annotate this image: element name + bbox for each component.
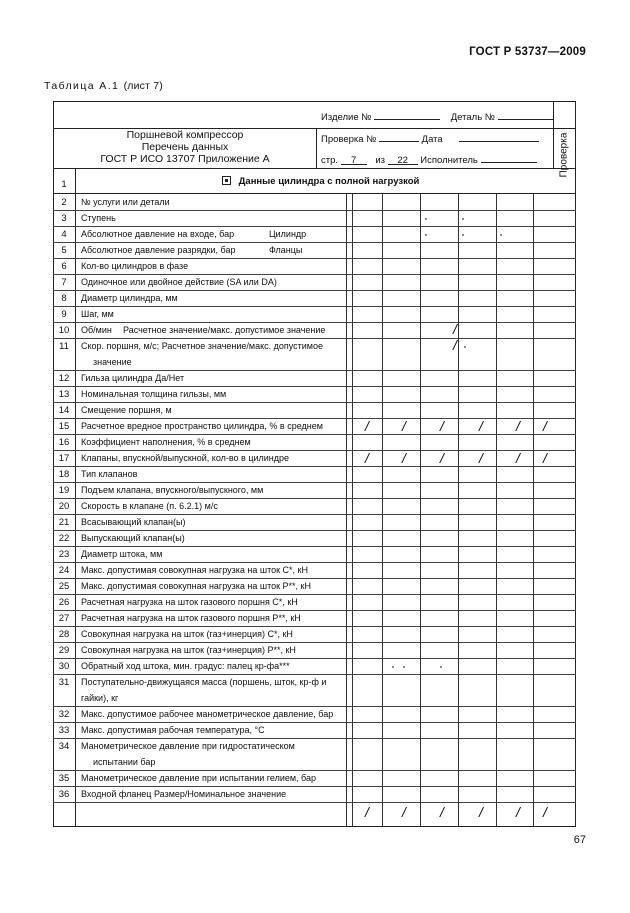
- slash-mark: /: [543, 418, 547, 434]
- row-number: 25: [58, 581, 70, 592]
- row-label: [81, 677, 326, 687]
- row-label-text: Смещение поршня, м: [81, 405, 172, 415]
- row-label: [81, 645, 296, 655]
- row-label-text: Всасывающий клапан(ы): [81, 517, 186, 527]
- row-label: [81, 773, 316, 783]
- row-number: 27: [58, 613, 70, 624]
- row-label-text: Совокупная нагрузка на шток (газ+инерция) P**, кН: [81, 645, 296, 655]
- row-divider: [53, 626, 576, 627]
- table-caption-sheet: (лист 7): [123, 80, 163, 92]
- row-label: [81, 325, 326, 335]
- row-divider: [53, 322, 576, 323]
- item-label: Изделие №: [321, 112, 372, 123]
- row-label-text: Клапаны, впускной/выпускной, кол-во в цилиндре: [81, 453, 290, 463]
- row-label: [81, 405, 172, 415]
- row-number: 11: [59, 341, 69, 352]
- scan-dot: [500, 234, 502, 236]
- header-separator: [316, 128, 317, 168]
- row-label-text: Коэффициент наполнения, % в среднем: [81, 437, 251, 447]
- row-number: 6: [61, 261, 67, 272]
- row-label: [81, 533, 185, 543]
- slash-mark: /: [365, 804, 369, 820]
- row-label: [81, 197, 170, 207]
- row-label-continuation: испытании бар: [93, 757, 156, 767]
- row-label-text: Ступень: [81, 213, 116, 223]
- row-label-text: Скорость в клапане (п. 6.2.1) м/с: [81, 501, 218, 511]
- row-number: 12: [58, 373, 70, 384]
- section-checkbox-icon: [222, 176, 231, 185]
- slash-mark: /: [479, 418, 483, 434]
- table-caption: [44, 80, 163, 92]
- scan-dot: [392, 666, 394, 668]
- row-label: [81, 389, 226, 399]
- row-divider: [53, 306, 576, 307]
- row-number: 20: [58, 501, 70, 512]
- row-label-text: Кол-во цилиндров в фазе: [81, 261, 189, 271]
- date-field[interactable]: [459, 132, 539, 142]
- row-label-text: Расчетное вредное пространство цилиндра, % в среднем: [81, 421, 323, 431]
- header-bottom-line: [53, 168, 576, 169]
- row-label-text: Входной фланец Размер/Номинальное значение: [81, 789, 287, 799]
- row-label-text: Поступательно-движущаяся масса (поршень, шток, кр-ф и: [81, 677, 327, 687]
- row-number: 22: [58, 533, 70, 544]
- slash-mark: /: [440, 804, 444, 820]
- row-label-text: Манометрическое давление при испытании гелием, бар: [81, 773, 317, 783]
- row-divider: [53, 722, 576, 723]
- row-label: [81, 661, 290, 671]
- row-number: 9: [61, 309, 67, 320]
- row-divider: [53, 786, 576, 787]
- row-label-text: Макс. допустимое рабочее манометрическое давление, бар: [81, 709, 334, 719]
- row-label-text: Об/мин: [81, 325, 112, 335]
- row-divider: [53, 226, 576, 227]
- row-divider: [53, 562, 576, 563]
- row-label-text: Диаметр штока, мм: [81, 549, 163, 559]
- row-label-text: Скор. поршня, м/с; Расчетное значение/макс. допустимое: [81, 341, 324, 351]
- detail-label: Деталь №: [450, 112, 495, 123]
- section-divider: [53, 193, 576, 194]
- page-number: 67: [573, 834, 586, 846]
- executor-field[interactable]: [481, 153, 537, 163]
- row-label: [81, 293, 178, 303]
- row-number: 26: [58, 597, 70, 608]
- row-number: 28: [58, 629, 70, 640]
- row-number: 14: [58, 405, 70, 416]
- executor-label: Исполнитель: [420, 155, 478, 166]
- row-number: 31: [58, 677, 70, 688]
- row-label: [81, 613, 301, 623]
- row-number: 23: [58, 549, 70, 560]
- scan-dot: [425, 218, 427, 220]
- row-label-text: № услуги или детали: [81, 197, 170, 207]
- item-field[interactable]: [374, 110, 440, 120]
- row-number: 4: [61, 229, 67, 240]
- row-label-extra: Расчетное значение/макс. допустимое значение: [123, 325, 326, 335]
- slash-mark: /: [365, 418, 369, 434]
- slash-mark: /: [516, 418, 520, 434]
- row-divider: [53, 258, 576, 259]
- slash-mark: /: [543, 804, 547, 820]
- row-divider: [53, 514, 576, 515]
- row-number: 5: [61, 245, 67, 256]
- row-divider: [53, 482, 576, 483]
- row-divider: [53, 402, 576, 403]
- value-column-line: [346, 194, 347, 827]
- slash-mark: /: [402, 804, 406, 820]
- row-divider: [53, 610, 576, 611]
- row-number: 19: [58, 485, 70, 496]
- row-label: [81, 565, 308, 575]
- row-label-text: Абсолютное давление разрядки, бар: [81, 245, 236, 255]
- row-label: [81, 581, 311, 591]
- value-column-line: [458, 194, 459, 827]
- row-label-text: Гильза цилиндра Да/Нет: [81, 373, 185, 383]
- scan-dot: [425, 234, 427, 236]
- row-divider: [53, 418, 576, 419]
- row-label-text: Манометрическое давление при гидростатическом: [81, 741, 295, 751]
- row-divider: [53, 290, 576, 291]
- row-label: [81, 725, 265, 735]
- row-label-text: Обратный ход штока, мин. градус: палец кр-фа***: [81, 661, 290, 671]
- item-detail-line: [321, 110, 553, 123]
- row-label: [81, 437, 251, 447]
- row-number: 36: [58, 789, 70, 800]
- slash-mark: /: [516, 804, 520, 820]
- row-divider: [53, 530, 576, 531]
- date-label: Дата: [421, 134, 443, 145]
- of-value[interactable]: 22: [388, 155, 418, 165]
- value-column-line: [382, 194, 383, 827]
- slash-mark: /: [440, 418, 444, 434]
- row-label: [81, 373, 184, 383]
- row-divider: [53, 658, 576, 659]
- check-date-line: [321, 132, 539, 145]
- page-value[interactable]: 7: [341, 155, 367, 165]
- row-label-extra: Фланцы: [269, 245, 303, 255]
- check-number-field[interactable]: [379, 132, 419, 142]
- scan-dot: [462, 218, 464, 220]
- row-label: [81, 709, 333, 719]
- row-divider: [53, 578, 576, 579]
- row-number: 30: [58, 661, 70, 672]
- row-divider: [53, 674, 576, 675]
- row-label: [81, 469, 137, 479]
- row-divider: [53, 450, 576, 451]
- row-label-text: Выпускающий клапан(ы): [81, 533, 185, 543]
- row-number: 10: [58, 325, 70, 336]
- row-divider: [53, 338, 576, 339]
- value-column-line: [420, 194, 421, 827]
- row-divider: [53, 370, 576, 371]
- row-label: [81, 245, 303, 255]
- row-number: 8: [61, 293, 67, 304]
- slash-mark: /: [543, 450, 547, 466]
- row-number: 17: [58, 453, 70, 464]
- slash-mark: /: [365, 450, 369, 466]
- value-column-line: [533, 194, 534, 827]
- scan-dot: [440, 666, 442, 668]
- row-label-text: Макс. допустимая совокупная нагрузка на шток P**, кН: [81, 581, 311, 591]
- section-title-text: Данные цилиндра с полной нагрузкой: [238, 176, 420, 187]
- slash-mark: /: [402, 418, 406, 434]
- row-number: 24: [58, 565, 70, 576]
- row-label: [81, 789, 286, 799]
- row-label: [81, 277, 277, 287]
- row-label: [81, 517, 185, 527]
- header-title-line-3: ГОСТ Р ИСО 13707 Приложение А: [100, 153, 270, 165]
- row-divider: [53, 386, 576, 387]
- check-column-separator: [553, 101, 554, 168]
- row-number: 35: [58, 773, 70, 784]
- scan-dot: [462, 234, 464, 236]
- row-divider: [53, 498, 576, 499]
- slash-mark: /: [453, 337, 457, 353]
- row-label: [81, 261, 188, 271]
- row-label-text: Макс. допустимая совокупная нагрузка на шток C*, кН: [81, 565, 308, 575]
- row-divider: [53, 706, 576, 707]
- scan-dot: [464, 346, 466, 348]
- row-divider: [53, 434, 576, 435]
- row-label-text: Расчетная нагрузка на шток газового поршня P**, кН: [81, 613, 301, 623]
- row-label: [81, 741, 295, 751]
- row-label-text: Диаметр цилиндра, мм: [81, 293, 178, 303]
- row-label-continuation: гайки), кг: [81, 693, 119, 703]
- row-label-text: Тип клапанов: [81, 469, 138, 479]
- row-number: 3: [61, 213, 67, 224]
- row-divider: [53, 274, 576, 275]
- row-number: 16: [58, 437, 70, 448]
- row-label-text: Макс. допустимая рабочая температура, °C: [81, 725, 265, 735]
- row-label: [81, 421, 323, 431]
- row-number: 15: [58, 421, 70, 432]
- row-number: 32: [58, 709, 70, 720]
- row-label-continuation: значение: [93, 357, 132, 367]
- row-label: [81, 549, 162, 559]
- slash-mark: /: [479, 450, 483, 466]
- header-title-line-2: Перечень данных: [141, 141, 229, 153]
- standard-designation: ГОСТ Р 53737—2009: [469, 46, 586, 58]
- scan-dot: [403, 666, 405, 668]
- row-number: 13: [58, 389, 70, 400]
- row-divider: [53, 546, 576, 547]
- row-label-extra: Цилиндр: [269, 229, 307, 239]
- section-row-number: 1: [61, 179, 67, 190]
- row-label: [81, 213, 116, 223]
- value-column-line: [496, 194, 497, 827]
- row-label: [81, 341, 323, 351]
- row-divider: [53, 642, 576, 643]
- slash-mark: /: [453, 321, 457, 337]
- row-label: [81, 485, 263, 495]
- row-divider: [53, 210, 576, 211]
- row-label: [81, 629, 293, 639]
- row-label-text: Номинальная толщина гильзы, мм: [81, 389, 227, 399]
- check-vertical-label: [555, 120, 573, 190]
- section-title: [222, 176, 419, 187]
- row-label-text: Расчетная нагрузка на шток газового поршня C*, кН: [81, 597, 298, 607]
- header-title-line-1: Поршневой компрессор: [126, 129, 244, 141]
- row-number: 2: [61, 197, 67, 208]
- slash-mark: /: [440, 450, 444, 466]
- row-label: [81, 453, 289, 463]
- row-label-text: Шаг, мм: [81, 309, 114, 319]
- check-vertical-text: Проверка: [558, 132, 570, 178]
- row-divider: [53, 466, 576, 467]
- row-label: [81, 501, 218, 511]
- row-label-text: Абсолютное давление на входе, бар: [81, 229, 235, 239]
- row-label-text: Одиночное или двойное действие (SA или DA): [81, 277, 277, 287]
- slash-mark: /: [402, 450, 406, 466]
- table-caption-label: Таблица А.1: [44, 80, 120, 92]
- page-executor-line: [321, 153, 537, 166]
- row-divider: [53, 802, 576, 803]
- of-label: из: [375, 155, 385, 166]
- detail-field[interactable]: [498, 110, 553, 120]
- page-label: стр.: [321, 155, 339, 166]
- row-label: [81, 597, 298, 607]
- row-label-text: Совокупная нагрузка на шток (газ+инерция) C*, кН: [81, 629, 293, 639]
- row-label: [81, 309, 114, 319]
- slash-mark: /: [479, 804, 483, 820]
- row-divider: [53, 738, 576, 739]
- row-label-text: Подъем клапана, впускного/выпускного, мм: [81, 485, 264, 495]
- row-number: 34: [58, 741, 70, 752]
- row-label: [81, 229, 307, 239]
- row-number: 21: [58, 517, 70, 528]
- row-number: 33: [58, 725, 70, 736]
- row-divider: [53, 770, 576, 771]
- row-divider: [53, 594, 576, 595]
- slash-mark: /: [516, 450, 520, 466]
- row-number: 29: [58, 645, 70, 656]
- row-divider: [53, 242, 576, 243]
- row-number: 18: [58, 469, 70, 480]
- check-number-label: Проверка №: [321, 134, 377, 145]
- row-number: 7: [61, 277, 67, 288]
- value-column-line: [352, 194, 353, 827]
